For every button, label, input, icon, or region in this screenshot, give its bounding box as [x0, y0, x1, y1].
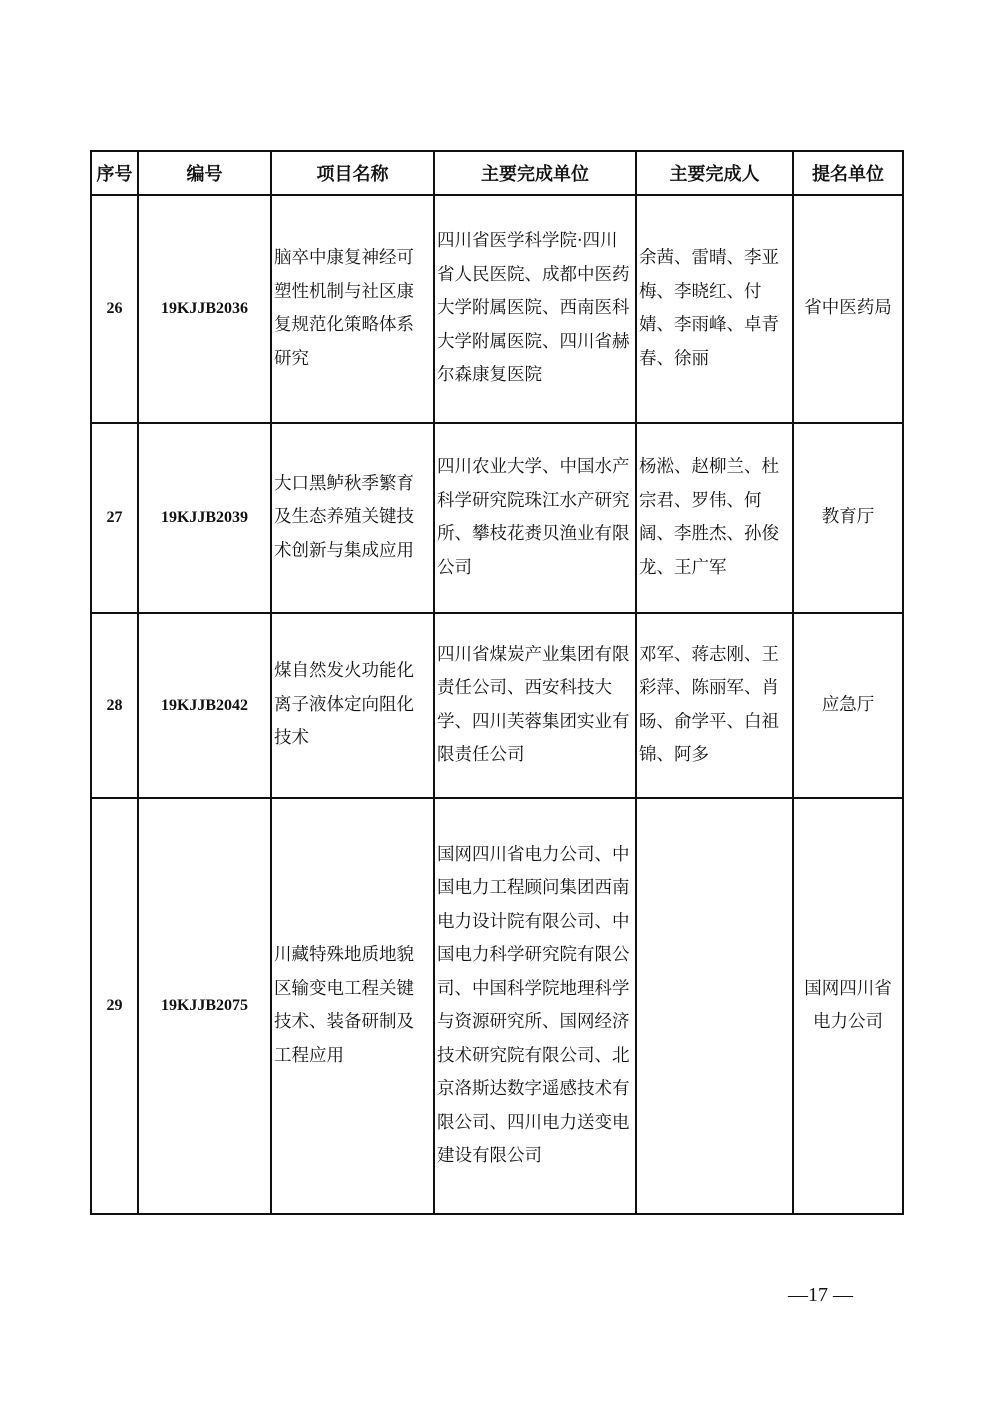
header-index: 序号 [91, 151, 138, 195]
row-main-units: 四川农业大学、中国水产科学研究院珠江水产研究所、攀枝花赉贝渔业有限公司 [434, 423, 636, 613]
row-code: 19KJJB2042 [138, 613, 271, 798]
table-row [91, 195, 903, 423]
table-row [91, 613, 903, 798]
page-number: —17 — [788, 1284, 853, 1306]
header-main-units: 主要完成单位 [434, 151, 636, 195]
row-main-units: 四川省煤炭产业集团有限责任公司、西安科技大学、四川芙蓉集团实业有限责任公司 [434, 613, 636, 798]
row-main-units: 国网四川省电力公司、中国电力工程顾问集团西南电力设计院有限公司、中国电力科学研究院有限公司、中国科学院地理科学与资源研究所、国网经济技术研究院有限公司、北京洛斯达数字遥感技术有限公司、四川电力送变电建设有限公司 [434, 798, 636, 1214]
row-nominator: 教育厅 [793, 423, 903, 613]
row-nominator: 国网四川省电力公司 [793, 798, 903, 1214]
row-code: 19KJJB2036 [138, 195, 271, 423]
row-index: 26 [91, 195, 138, 423]
row-project-name: 煤自然发火功能化离子液体定向阻化技术 [271, 613, 434, 798]
row-main-persons: 邓军、蒋志刚、王彩萍、陈丽军、肖旸、俞学平、白祖锦、阿多 [636, 613, 793, 798]
table-row [91, 798, 903, 1214]
row-main-units: 四川省医学科学院·四川省人民医院、成都中医药大学附属医院、西南医科大学附属医院、四川省赫尔森康复医院 [434, 195, 636, 423]
row-project-name: 大口黑鲈秋季繁育及生态养殖关键技术创新与集成应用 [271, 423, 434, 613]
row-index: 27 [91, 423, 138, 613]
row-index: 28 [91, 613, 138, 798]
header-project-name: 项目名称 [271, 151, 434, 195]
row-code: 19KJJB2039 [138, 423, 271, 613]
header-nominator: 提名单位 [793, 151, 903, 195]
row-main-persons: 余茜、雷晴、李亚梅、李晓红、付婧、李雨峰、卓青春、徐丽 [636, 195, 793, 423]
row-project-name: 脑卒中康复神经可塑性机制与社区康复规范化策略体系研究 [271, 195, 434, 423]
row-main-persons: 杨淞、赵柳兰、杜宗君、罗伟、何阔、李胜杰、孙俊龙、王广军 [636, 423, 793, 613]
row-project-name: 川藏特殊地质地貌区输变电工程关键技术、装备研制及工程应用 [271, 798, 434, 1214]
row-main-persons [636, 798, 793, 1214]
header-code: 编号 [138, 151, 271, 195]
row-nominator: 应急厅 [793, 613, 903, 798]
table-row [91, 423, 903, 613]
header-main-persons: 主要完成人 [636, 151, 793, 195]
row-nominator: 省中医药局 [793, 195, 903, 423]
table-header-row [91, 151, 903, 195]
row-index: 29 [91, 798, 138, 1214]
awards-table [90, 150, 904, 1215]
row-code: 19KJJB2075 [138, 798, 271, 1214]
